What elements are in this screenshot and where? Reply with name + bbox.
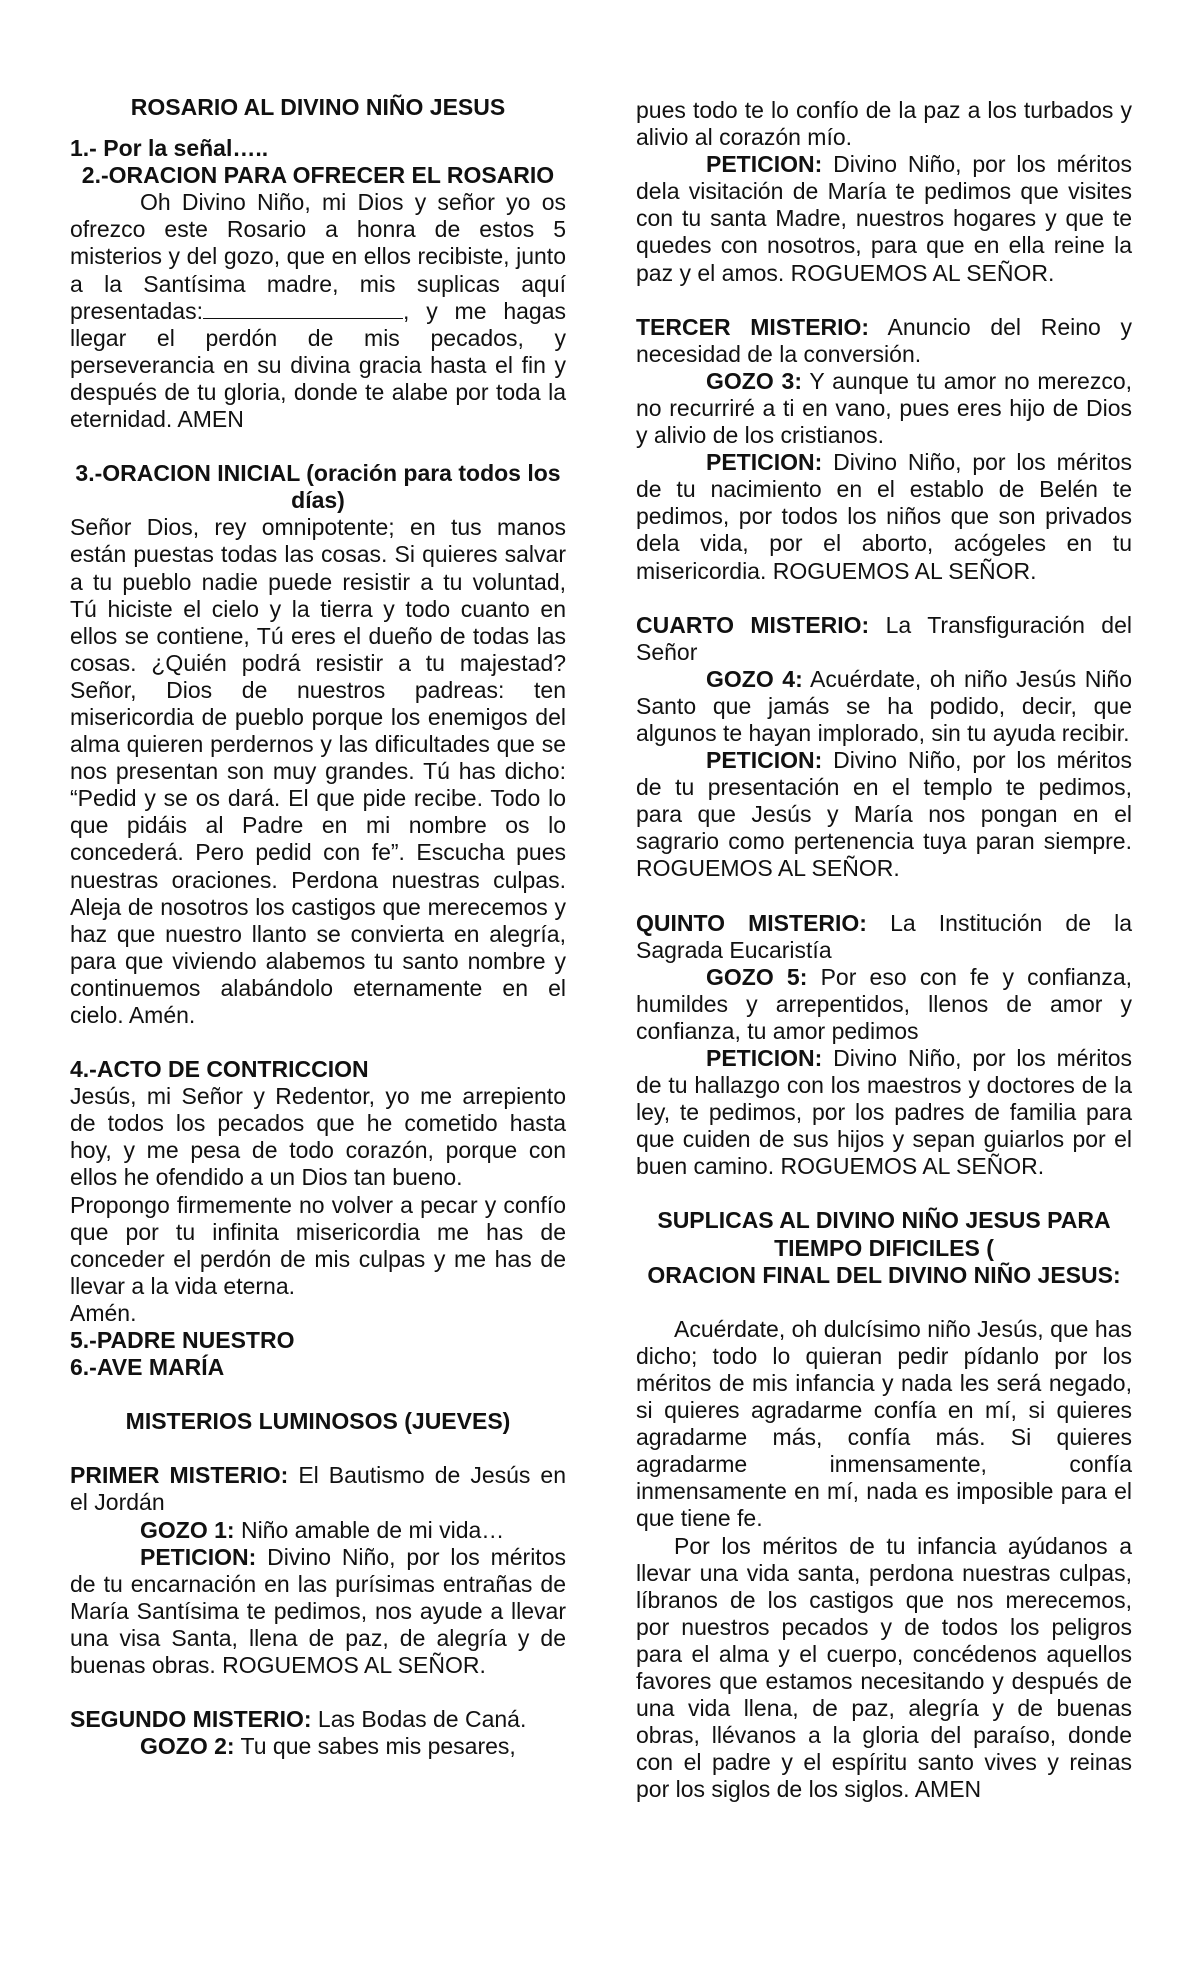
step-2-title: 2.-ORACION PARA OFRECER EL ROSARIO [81,162,555,189]
final-prayer-p2: Por los méritos de tu infancia ayúdanos a llevar una vida santa, perdona nuestras culpas, líbranos de los castigos que nos merecemos, por nuestros pecados y de todos los peligros para el alma y el cuerpo, concédenos aquellos favores que estamos necesitando y después de una vida llena, de paz, alegría y de buenas obras, llévanos a la gloria del paraíso, donde con el padre y el espíritu santo vives y reinas por los siglos de los siglos. AMEN [636,1532,1132,1803]
step-4-text-a: Jesús, mi Señor y Redentor, yo me arrepiento de todos los pecados que he cometido hasta hoy, y me pesa de todo corazón, porque con ellos he ofendido a un Dios tan bueno. [70,1083,566,1191]
mystery-1-gozo: GOZO 1: Niño amable de mi vida… [140,1516,505,1543]
mystery-5-gozo: GOZO 5: Por eso con fe y confianza, humildes y arrepentidos, llenos de amor y confianza, tu amor pedimos [636,963,1133,1044]
step-4-title: 4.-ACTO DE CONTRICCION [70,1056,369,1083]
final-title-b: ORACION FINAL DEL DIVINO NIÑO JESUS: [647,1261,1121,1288]
mystery-3: TERCER MISTERIO: Anuncio del Reino y necesidad de la conversión. [636,313,1133,367]
mystery-2-gozo-continued: pues todo te lo confío de la paz a los turbados y alivio al corazón mío. [636,97,1132,151]
step-4-amen: Amén. [70,1299,137,1326]
mystery-5-peticion: PETICION: Divino Niño, por los méritos de tu hallazgo con los maestros y doctores de la ley, te pedimos, por los padres de familia para que cuiden de sus hijos y sepan guiarlos por el buen camino. ROGUEMOS AL SEÑOR. [636,1045,1132,1180]
step-6: 6.-AVE MARÍA [70,1354,225,1381]
step-1: 1.- Por la señal….. [70,135,269,162]
final-title-a: SUPLICAS AL DIVINO NIÑO JESUS PARA TIEMPO DIFICILES ( [657,1207,1111,1261]
left-column [70,94,566,1760]
step-2-text: Oh Divino Niño, mi Dios y señor yo os ofrezco este Rosario a honra de estos 5 misterios y del gozo, que en ellos recibiste, junto a la Santísima madre, mis suplicas aquí presentadas: , y me hagas llegar el perdón de mis pecados, y perseverancia en su divina gracia hasta el fin y después de tu gloria, donde te alabe por toda la eternidad. AMEN [70,189,566,433]
mystery-4: CUARTO MISTERIO: La Transfiguración del Señor [636,611,1132,665]
mysteries-title: MISTERIOS LUMINOSOS (JUEVES) [125,1408,511,1435]
step-3-text: Señor Dios, rey omnipotente; en tus manos están puestas todas las cosas. Si quieres salvar a tu pueblo nadie puede resistir a tu voluntad, Tú hiciste el cielo y la tierra y todo cuanto en ellos se contiene, Tú eres el dueño de todas las cosas. ¿Quién podrá resistir a tu majestad? Señor, Dios de nuestros padreas: ten misericordia de pueblo porque los enemigos del alma quieren perdernos y las dificultades que se nos presentan son muy grandes. Tú has dicho: “Pedid y se os dará. El que pide recibe. Todo lo que pidáis al Padre en mi nombre os lo concederá. Pero pedid con fe”. Escucha pues nuestras oraciones. Perdona nuestras culpas. Aleja de nosotros los castigos que merecemos y haz que nuestro llanto se convierta en alegría, para que viviendo alabemos tu santo nombre y continuemos alabándolo eternamente en el cielo. Amén. [70,514,566,1028]
step-5: 5.-PADRE NUESTRO [70,1327,295,1354]
right-column [636,97,1132,1803]
mystery-2-gozo: GOZO 2: Tu que sabes mis pesares, [140,1733,516,1760]
mystery-4-peticion: PETICION: Divino Niño, por los méritos de tu presentación en el templo te pedimos, para que Jesús y María nos pongan en el sagrario como pertenencia tuya paran siempre. ROGUEMOS AL SEÑOR. [636,747,1132,882]
mystery-5: QUINTO MISTERIO: La Institución de la Sagrada Eucaristía [636,909,1133,963]
mystery-2-peticion: PETICION: Divino Niño, por los méritos dela visitación de María te pedimos que visites con tu santa Madre, nuestros hogares y que te quedes con nosotros, para que en ella reine la paz y el amos. ROGUEMOS AL SEÑOR. [636,151,1132,286]
mystery-2: SEGUNDO MISTERIO: Las Bodas de Caná. [70,1706,527,1733]
blank-line [203,300,403,319]
mystery-3-gozo: GOZO 3: Y aunque tu amor no merezco, no recurriré a ti en vano, pues eres hijo de Dios y alivio de los cristianos. [636,367,1133,449]
document-title: ROSARIO AL DIVINO NIÑO JESUS [130,94,506,120]
final-prayer-p1: Acuérdate, oh dulcísimo niño Jesús, que has dicho; todo lo quieran pedir pídanlo por los méritos de mis infancia y nada les será negado, si quieres agradarme confía en mí, si quieres agradarme más, confía más. Si quieres agradarme inmensamente, confía inmensamente en mí, nada es imposible para el que tiene fe. [636,1315,1132,1532]
step-3-title: 3.-ORACION INICIAL (oración para todos los días) [75,460,561,514]
step-4-text-b: Propongo firmemente no volver a pecar y confío que por tu infinita misericordia me has de conceder el perdón de mis culpas y me has de llevar a la vida eterna. [70,1191,566,1299]
mystery-4-gozo: GOZO 4: Acuérdate, oh niño Jesús Niño Santo que jamás se ha podido, decir, que algunos te hayan implorado, sin tu ayuda recibir. [636,665,1133,746]
mystery-1: PRIMER MISTERIO: El Bautismo de Jesús en el Jordán [70,1462,567,1516]
mystery-1-peticion: PETICION: Divino Niño, por los méritos de tu encarnación en las purísimas entrañas de María Santísima te pedimos, nos ayude a llevar una visa Santa, llena de paz, de alegría y de buenas obras. ROGUEMOS AL SEÑOR. [70,1543,566,1678]
mystery-3-peticion: PETICION: Divino Niño, por los méritos de tu nacimiento en el establo de Belén te pedimos, por todos los niños que son privados dela vida, por el aborto, acógeles en tu misericordia. ROGUEMOS AL SEÑOR. [636,449,1132,584]
